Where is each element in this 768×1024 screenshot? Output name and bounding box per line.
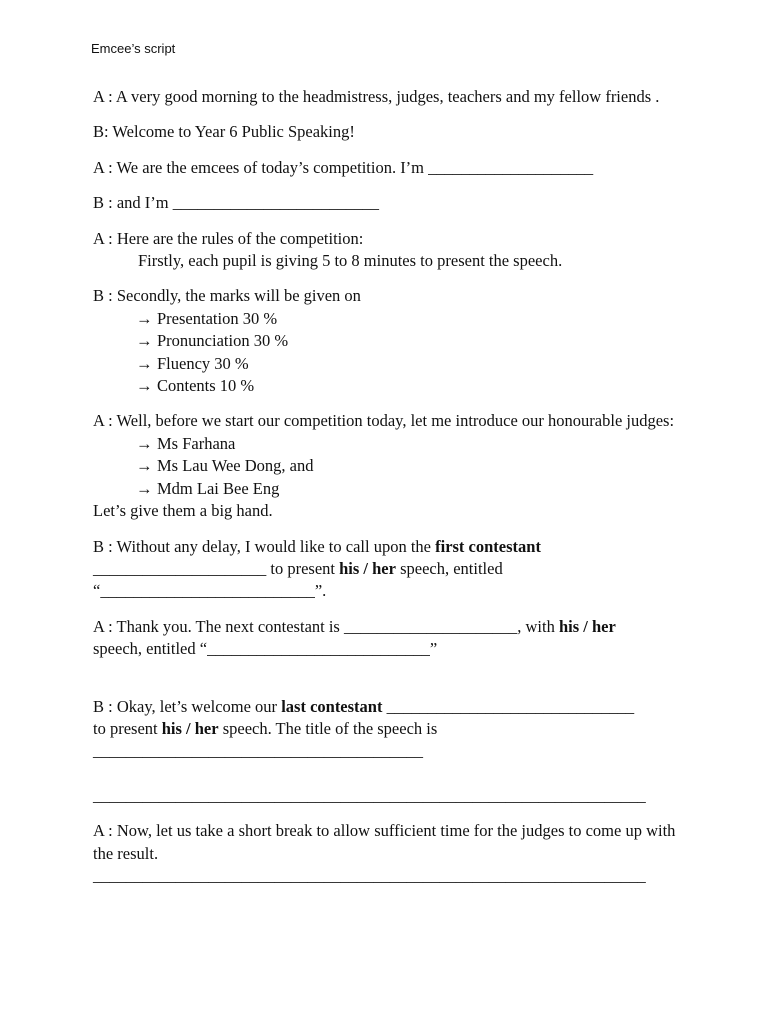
spacer xyxy=(93,674,683,696)
para-judges xyxy=(93,410,683,522)
para-text: speech, entitled xyxy=(395,558,503,578)
arrow-right-icon: → xyxy=(136,456,153,476)
contestant-name-blank: ______________________________ xyxy=(386,696,635,716)
para-last-contestant xyxy=(93,696,683,808)
line xyxy=(93,558,683,580)
quote-mark: ”. xyxy=(314,581,327,601)
para-text: B : Okay, let’s welcome our xyxy=(93,696,282,716)
arrow-right-icon: → xyxy=(136,353,153,373)
bold-text: his / her xyxy=(161,718,219,738)
para-break xyxy=(93,820,683,887)
arrow-right-icon: → xyxy=(136,308,153,328)
speech-title-blank: ___________________________________________________________________ xyxy=(93,785,646,805)
para-text: A : Now, let us take a short break to allow sufficient time for the judges to come up with the result. xyxy=(93,821,676,863)
para-emcee-b-intro xyxy=(93,192,683,214)
marks-item: Fluency 30 % xyxy=(157,353,249,373)
bold-text: last contestant xyxy=(281,696,383,716)
judges-closing: Let’s give them a big hand. xyxy=(93,501,273,521)
line xyxy=(93,638,683,660)
contestant-name-blank: _____________________ xyxy=(93,558,267,578)
para-text: B : Without any delay, I would like to call upon the xyxy=(93,536,436,556)
judges-list xyxy=(93,433,683,500)
rules-intro: A : Here are the rules of the competition: xyxy=(93,228,364,248)
document-header: Emcee’s script xyxy=(91,41,176,56)
para-text: speech, entitled “ xyxy=(93,639,208,659)
line xyxy=(93,718,683,740)
marks-list xyxy=(93,308,683,398)
list-item xyxy=(93,375,683,397)
judge-name: Mdm Lai Bee Eng xyxy=(157,478,280,498)
script-body xyxy=(93,86,683,900)
speech-title-blank: ________________________________________ xyxy=(93,741,423,761)
marks-item: Presentation 30 % xyxy=(157,308,278,328)
line xyxy=(93,580,683,602)
para-rules xyxy=(93,228,683,273)
line xyxy=(93,616,683,638)
line xyxy=(93,536,683,558)
list-item xyxy=(93,308,683,330)
list-item xyxy=(93,330,683,352)
bold-text: his / her xyxy=(339,558,396,578)
spacer xyxy=(93,763,683,785)
arrow-right-icon: → xyxy=(136,478,153,498)
arrow-right-icon: → xyxy=(136,376,153,396)
marks-item: Contents 10 % xyxy=(157,376,255,396)
judge-name: Ms Lau Wee Dong, and xyxy=(157,456,314,476)
answer-blank: ___________________________________________________________________ xyxy=(93,865,646,885)
name-blank-a: ____________________ xyxy=(428,157,594,177)
list-item xyxy=(93,478,683,500)
para-text: A : We are the emcees of today’s competition. I’m xyxy=(93,157,429,177)
para-text: speech. The title of the speech is xyxy=(218,718,438,738)
arrow-right-icon: → xyxy=(136,433,153,453)
arrow-right-icon: → xyxy=(136,331,153,351)
marks-intro: B : Secondly, the marks will be given on xyxy=(93,286,361,306)
name-blank-b: _________________________ xyxy=(172,193,379,213)
bold-text: first contestant xyxy=(435,536,541,556)
bold-text: his / her xyxy=(558,616,616,636)
speech-title-blank: ___________________________ xyxy=(207,639,430,659)
para-text: to present xyxy=(93,718,162,738)
para-text: A : Thank you. The next contestant is xyxy=(93,616,344,636)
para-text: B : and I’m xyxy=(93,193,173,213)
para-greeting: A : A very good morning to the headmistress, judges, teachers and my fellow friends . xyxy=(93,87,660,106)
judge-name: Ms Farhana xyxy=(157,433,236,453)
para-emcee-a-intro xyxy=(93,157,683,179)
para-text: , with xyxy=(517,616,559,636)
rules-first: Firstly, each pupil is giving 5 to 8 minutes to present the speech. xyxy=(138,251,563,271)
list-item xyxy=(93,433,683,455)
quote-mark: “ xyxy=(93,581,101,601)
list-item xyxy=(93,455,683,477)
marks-item: Pronunciation 30 % xyxy=(157,331,289,351)
para-marks xyxy=(93,285,683,397)
para-next-contestant xyxy=(93,616,683,661)
judges-intro: A : Well, before we start our competition today, let me introduce our honourable judges: xyxy=(93,411,675,431)
quote-mark: ” xyxy=(429,639,438,659)
list-item xyxy=(93,353,683,375)
para-welcome: B: Welcome to Year 6 Public Speaking! xyxy=(93,122,355,142)
line xyxy=(93,696,683,718)
para-text: to present xyxy=(266,558,340,578)
speech-title-blank: __________________________ xyxy=(100,581,315,601)
para-first-contestant xyxy=(93,536,683,603)
contestant-name-blank: _____________________ xyxy=(343,616,518,636)
